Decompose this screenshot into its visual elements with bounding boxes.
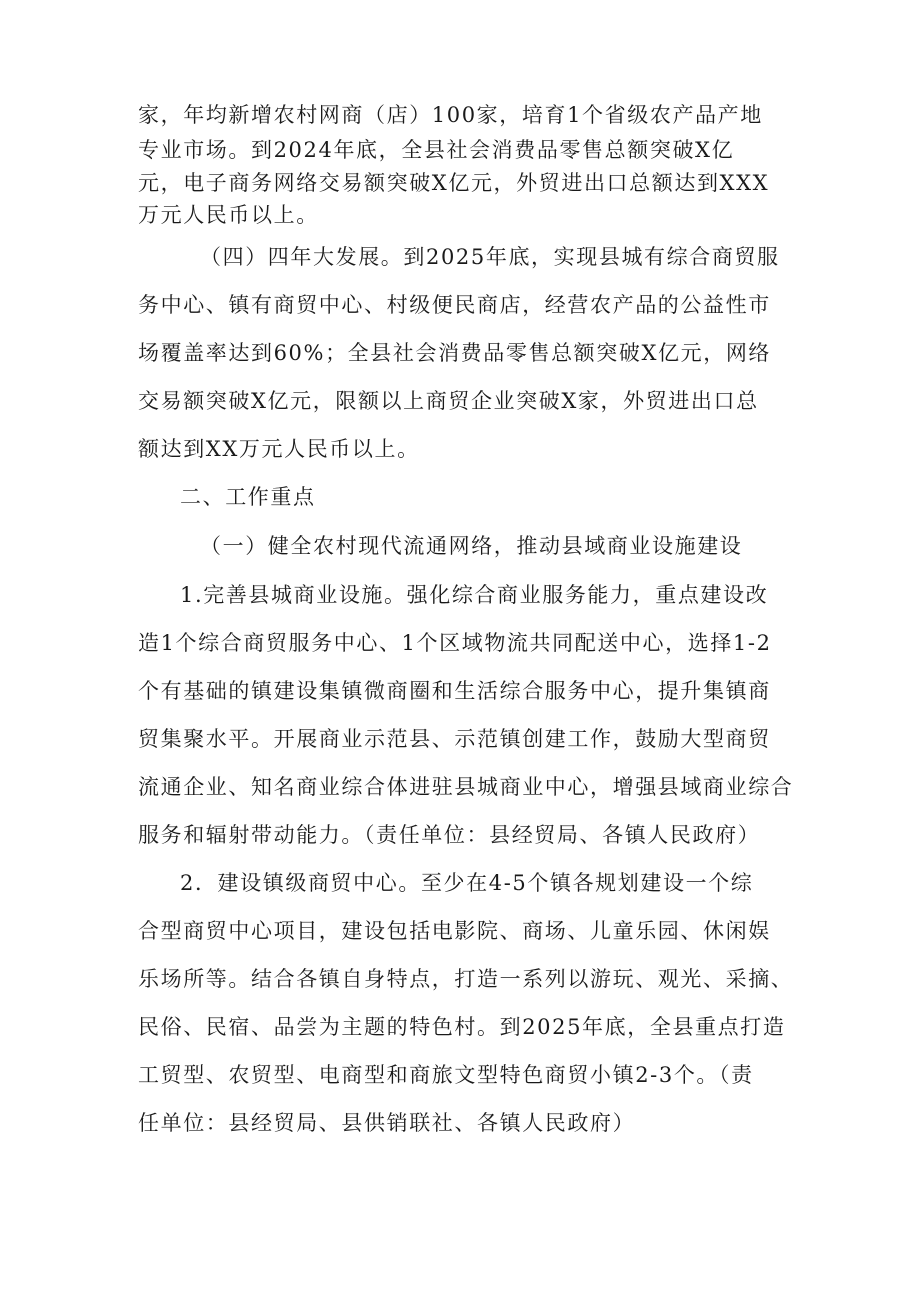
text-line: 额达到XX万元人民币以上。 xyxy=(138,437,420,461)
subsection-heading: （一）健全农村现代流通网络，推动县域商业设施建设 xyxy=(200,534,743,558)
chapter-heading: 二、工作重点 xyxy=(180,485,316,509)
section-heading: （四）四年大发展。到2025年底，实现县城有综合商贸服 xyxy=(200,245,780,269)
text-line: 元，电子商务网络交易额突破X亿元，外贸进出口总额达到XXX xyxy=(138,171,770,195)
text-line: 务中心、镇有商贸中心、村级便民商店，经营农产品的公益性市 xyxy=(138,293,771,317)
text-line: 个有基础的镇建设集镇微商圈和生活综合服务中心，提升集镇商 xyxy=(138,679,771,703)
text-line: 合型商贸中心项目，建设包括电影院、商场、儿童乐园、休闲娱 xyxy=(138,919,771,943)
text-line: 流通企业、知名商业综合体进驻县城商业中心，增强县域商业综合 xyxy=(138,775,794,799)
text-line: 任单位：县经贸局、县供销联社、各镇人民政府） xyxy=(138,1111,636,1135)
text-line: 家，年均新增农村网商（店）100家，培育1个省级农产品产地 xyxy=(138,103,763,127)
text-line: 民俗、民宿、品尝为主题的特色村。到2025年底，全县重点打造 xyxy=(138,1015,786,1039)
text-line: 造1个综合商贸服务中心、1个区域物流共同配送中心，选择1-2 xyxy=(138,631,772,655)
text-line: 专业市场。到2024年底，全县社会消费品零售总额突破X亿 xyxy=(138,138,735,162)
text-line: 贸集聚水平。开展商业示范县、示范镇创建工作，鼓励大型商贸 xyxy=(138,727,771,751)
text-line: 交易额突破X亿元，限额以上商贸企业突破X家，外贸进出口总 xyxy=(138,389,759,413)
text-line: 乐场所等。结合各镇自身特点，打造一系列以游玩、观光、采摘、 xyxy=(138,967,794,991)
text-line: 1.完善县城商业设施。强化综合商业服务能力，重点建设改 xyxy=(180,583,769,607)
text-line: 2．建设镇级商贸中心。至少在4-5个镇各规划建设一个综 xyxy=(180,871,754,895)
text-line: 万元人民币以上。 xyxy=(138,203,319,227)
text-line: 场覆盖率达到60%；全县社会消费品零售总额突破X亿元，网络 xyxy=(138,341,772,365)
text-line: 服务和辐射带动能力。（责任单位：县经贸局、各镇人民政府） xyxy=(138,823,761,847)
text-line: 工贸型、农贸型、电商型和商旅文型特色商贸小镇2-3个。（责 xyxy=(138,1063,754,1087)
